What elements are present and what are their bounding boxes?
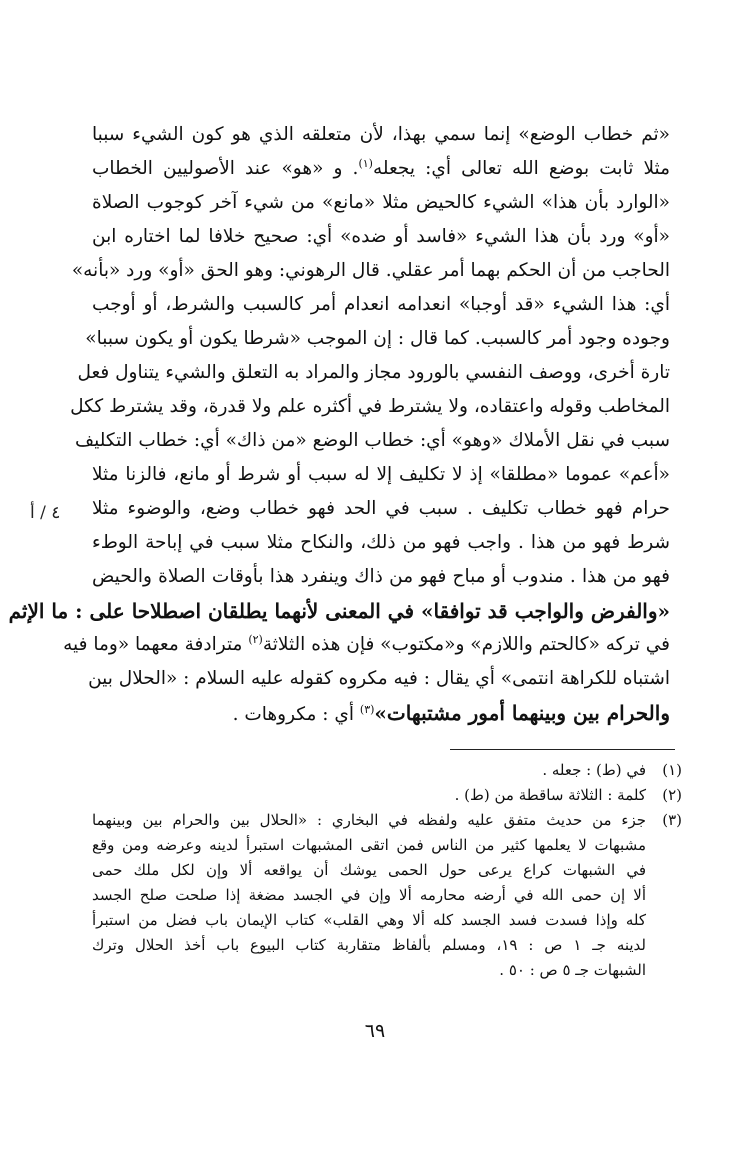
footnote-number: (٢) [662,786,682,804]
text-line: «والفرض والواجب قد توافقا» في المعنى لأنهما يطلقان اصطلاحا على : ما الإثم [8,599,670,623]
footnote [92,808,682,983]
footnote-line: مشبهات لا يعلمها كثير من الناس فمن اتقى المشبهات استبرأ لدينه وعرضه ومن وقع [92,836,646,854]
footnote-line: في (ط) : جعله . [542,761,646,779]
text-line: تارة أخرى، ووصف النفسي بالورود مجاز والمراد به التعلق والشيء يتناول فعل [77,362,670,383]
footnote-line: كلمة : الثلاثة ساقطة من (ط) . [454,786,646,804]
footnote-line: جزء من حديث متفق عليه ولفظه في البخاري : «الحلال بين والحرام بين وبينهما [92,811,646,829]
text-line: «ثم خطاب الوضع» إنما سمي بهذا، لأن متعلقه الذي هو كون الشيء سببا [92,124,670,145]
text-line: حرام فهو خطاب تكليف . سبب في الحد فهو خطاب وضع، والوضوء مثلا [92,498,670,519]
text-line: والحرام بين وبينهما أمور مشتبهات»$^{(٣)}$ أي : مكروهات . [232,701,670,725]
footnote-ref: (٣) [359,702,375,716]
footnote-number: (١) [662,761,682,779]
text-line: في تركه «كالحتم واللازم» و«مكتوب» فإن هذه الثلاثة$^{(٢)}$ مترادفة معهما «وما فيه [63,632,670,655]
page-number: ٦٩ [364,1020,386,1042]
text-line: المخاطب وقوله واعتقاده، ولا يشترط في أكثره علم ولا قدرة، وقد يشترط ككل [70,396,670,417]
footnote-ref: (١) [358,156,373,170]
text-line: «أعم» عموما «مطلقا» إذ لا تكليف إلا له سبب أو شرط أو مانع، فالزنا مثلا [92,464,670,485]
footnote-ref: (٢) [248,632,263,646]
footnote-separator [450,749,675,750]
text-line: أي: هذا الشيء «قد أوجبا» انعدامه انعدام أمر كالسبب والشرط، أو أوجب [92,294,670,315]
text-line: الحاجب من أن الحكم بهما أمر عقلي. قال الرهوني: وهو الحق «أو» ورد «بأنه» [71,260,670,281]
text-line: سبب في نقل الأملاك «وهو» أي: خطاب الوضع «من ذاك» أي: خطاب التكليف [75,430,670,451]
footnote-line: لدينه جـ ١ ص : ١٩، ومسلم بألفاظ متقاربة كتاب البيوع باب أخذ الحلال وترك [92,936,647,954]
text-line: اشتباه للكراهة انتمى» أي يقال : فيه مكروه كقوله عليه السلام : «الحلال بين [88,668,670,689]
footnote-line: ألا إن حمى الله في أرضه محارمه ألا وإن في الجسد مضغة إذا صلحت صلح الجسد [92,886,646,904]
footnote-line: في الشبهات كراع يرعى حول الحمى يوشك أن يواقعه ألا وإن لكل ملك حمى [92,861,646,879]
text-line: فهو من هذا . مندوب أو مباح فهو من ذاك وينفرد هذا بأوقات الصلاة والحيض [92,566,670,587]
text-line: وجوده وجود أمر كالسبب. كما قال : إن الموجب «شرطا يكون أو يكون سببا» [85,328,670,349]
footnote [92,758,682,783]
text-line: شرط فهو من هذا . واجب فهو من ذلك، والنكاح مثلا سبب في إباحة الوطء [92,532,670,553]
footnote [92,783,682,808]
footnotes [92,758,682,983]
text-line: «الوارد بأن هذا» الشيء كالحيض مثلا «مانع» من شيء آخر كوجوب الصلاة [92,192,670,213]
text-line: مثلا ثابت بوضع الله تعالى أي: يجعله$^{(١)}$. و «هو» عند الأصوليين الخطاب [92,156,670,179]
footnote-number: (٣) [662,811,682,829]
text-line: «أو» ورد بأن هذا الشيء «فاسد أو ضده» أي: صحيح خلافا لما اختاره ابن [92,226,670,247]
footnote-line: كله وإذا فسدت فسد الجسد كله ألا وهي القلب» كتاب الإيمان باب فضل من استبرأ [92,911,646,929]
manuscript-folio-note: ٤ / أ [30,503,61,523]
footnote-line: الشبهات جـ ٥ ص : ٥٠ . [499,961,646,979]
